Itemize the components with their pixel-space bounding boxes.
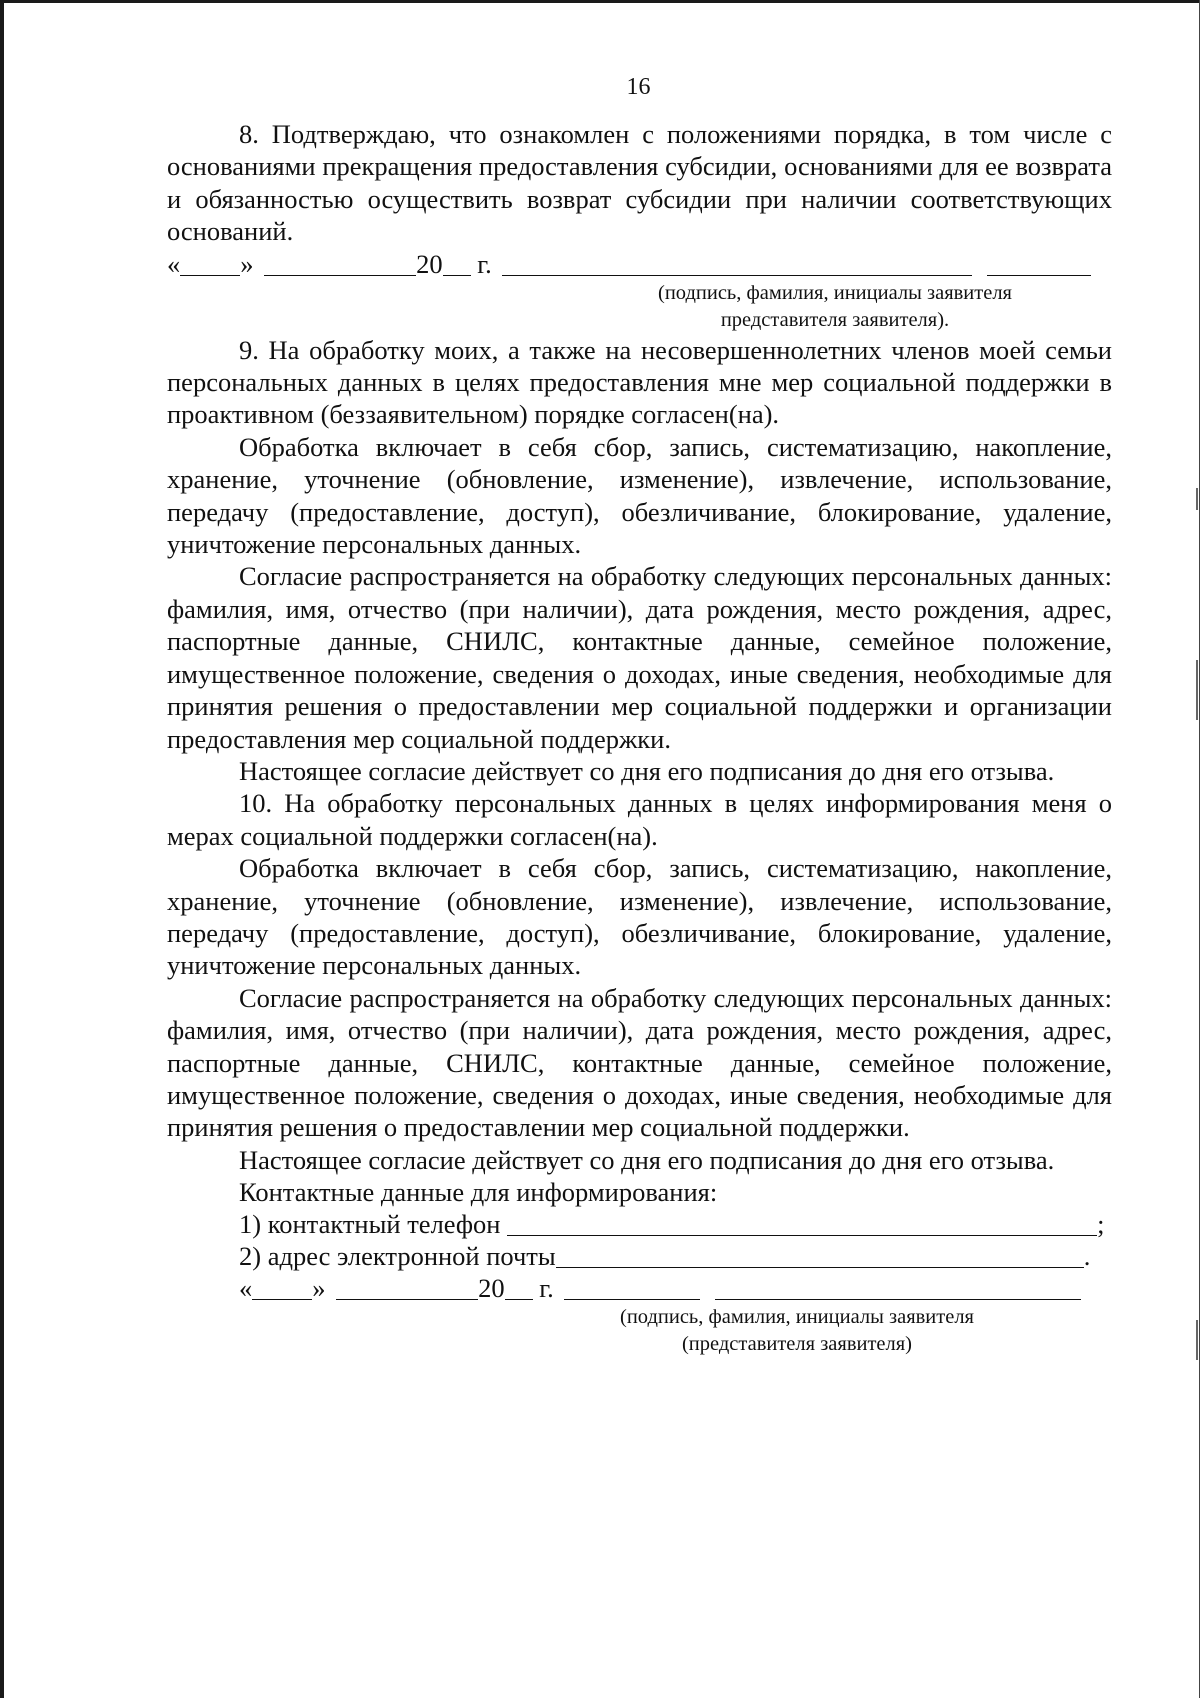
paragraph-10-validity: Настоящее согласие действует со дня его подписания до дня его отзыва. [239, 1144, 1055, 1175]
scan-mark [1196, 1320, 1198, 1360]
contact-email-field[interactable] [556, 1243, 1084, 1268]
paragraph-9-validity: Настоящее согласие действует со дня его подписания до дня его отзыва. [239, 755, 1055, 786]
date-month-blank[interactable] [336, 1275, 478, 1300]
contact-email-label: 2) адрес электронной почты [239, 1241, 556, 1272]
signature-line-1 [167, 248, 1112, 280]
date-open-quote: « [239, 1273, 253, 1304]
signature-caption-2 [562, 1304, 1032, 1358]
date-open-quote: « [167, 248, 181, 279]
date-year-blank[interactable] [443, 251, 471, 276]
date-year-prefix: 20 [416, 248, 443, 279]
initials-blank[interactable] [987, 251, 1091, 276]
date-day-blank[interactable] [252, 1275, 312, 1300]
date-day-blank[interactable] [180, 251, 240, 276]
scan-mark [1196, 488, 1198, 510]
date-year-blank[interactable] [505, 1275, 533, 1300]
scan-border-left [0, 0, 4, 1698]
document-body [167, 118, 1112, 1358]
paragraph-10-processing: Обработка включает в себя сбор, запись, систематизацию, накопление, хранение, уточнение (обновление, изменение), извлечение, использование, передачу (предоставление, доступ), обезличивание, блокирование, удаление, уничтожение персональных данных. [167, 853, 1112, 981]
contact-phone-end: ; [1097, 1209, 1105, 1240]
caption-line: (подпись, фамилия, инициалы заявителя [658, 281, 1012, 304]
page-number: 16 [626, 74, 651, 100]
date-year-prefix: 20 [478, 1273, 505, 1304]
scan-mark [1196, 660, 1198, 720]
caption-line: представителя заявителя). [720, 308, 950, 331]
date-close-quote: » [240, 248, 254, 279]
signature-blank[interactable] [564, 1275, 700, 1300]
contact-phone-field[interactable] [507, 1211, 1097, 1236]
caption-line: (подпись, фамилия, инициалы заявителя [620, 1306, 974, 1329]
paragraph-10: 10. На обработку персональных данных в целях информирования меня о мерах социальной поддержки согласен(на). [167, 788, 1112, 851]
contact-phone-row [167, 1208, 1112, 1240]
date-close-quote: » [312, 1273, 326, 1304]
caption-line: (представителя заявителя) [681, 1333, 913, 1356]
date-year-suffix: г. [477, 248, 492, 279]
contacts-title: Контактные данные для информирования: [239, 1177, 718, 1208]
contact-email-row [167, 1240, 1112, 1272]
signature-caption-1 [595, 280, 1075, 334]
date-year-suffix: г. [539, 1273, 554, 1304]
signature-blank[interactable] [502, 251, 972, 276]
contact-email-end: . [1083, 1241, 1091, 1272]
paragraph-9-processing: Обработка включает в себя сбор, запись, систематизацию, накопление, хранение, уточнение (обновление, изменение), извлечение, использование, передачу (предоставление, доступ), обезличивание, блокирование, удаление, уничтожение персональных данных. [167, 431, 1112, 560]
paragraph-9-consent: Согласие распространяется на обработку следующих персональных данных: фамилия, имя, отчество (при наличии), дата рождения, место рождения, адрес, паспортные данные, СНИЛС, контактные данные, семейное положение, имущественное положение, сведения о доходах, иные сведения, необходимые для принятия решения о предоставлении мер социальной поддержки и организации предоставления мер социальной поддержки. [167, 561, 1112, 754]
date-month-blank[interactable] [264, 251, 416, 276]
signature-line-2 [167, 1272, 1112, 1304]
paragraph-8: 8. Подтверждаю, что ознакомлен с положениями порядка, в том числе с основаниями прекращения предоставления субсидии, основаниями для ее возврата и обязанностью осуществить возврат субсидии при наличии соответствующих оснований. [167, 119, 1112, 247]
initials-blank[interactable] [715, 1275, 1081, 1300]
scan-border-top [0, 0, 1200, 3]
paragraph-10-consent: Согласие распространяется на обработку следующих персональных данных: фамилия, имя, отчество (при наличии), дата рождения, место рождения, адрес, паспортные данные, СНИЛС, контактные данные, семейное положение, имущественное положение, сведения о доходах, иные сведения, необходимые для принятия решения о предоставлении мер социальной поддержки. [167, 982, 1112, 1143]
contact-phone-label: 1) контактный телефон [239, 1209, 501, 1240]
paragraph-9: 9. На обработку моих, а также на несовершеннолетних членов моей семьи персональных данных в целях предоставления мне мер социальной поддержки в проактивном (беззаявительном) порядке согласен(на). [167, 334, 1112, 430]
